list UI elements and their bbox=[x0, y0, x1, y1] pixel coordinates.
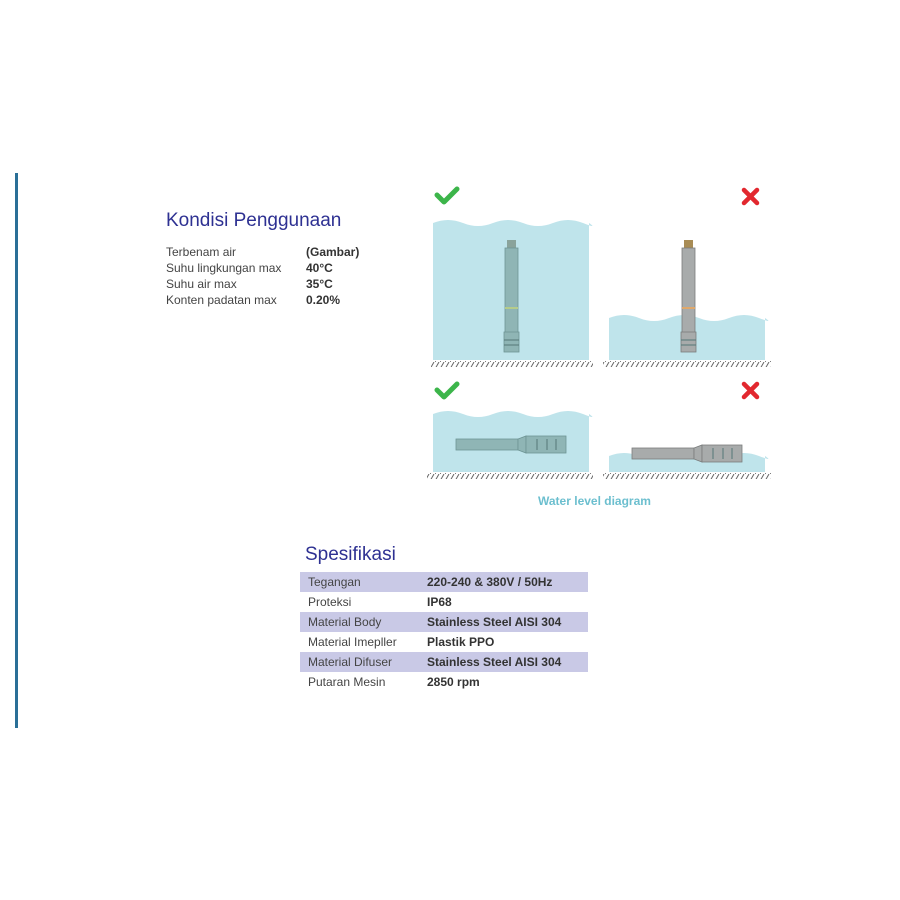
spesifikasi-table bbox=[300, 572, 588, 692]
panel-horizontal-partial bbox=[603, 384, 771, 479]
spec-row bbox=[300, 572, 588, 592]
panel-vertical-partial bbox=[603, 190, 771, 367]
check-icon bbox=[437, 384, 457, 397]
spec-row bbox=[300, 652, 588, 672]
accent-bar bbox=[15, 173, 18, 728]
spec-value: Stainless Steel AISI 304 bbox=[427, 655, 562, 669]
spec-value: 220-240 & 380V / 50Hz bbox=[427, 575, 553, 589]
kondisi-row bbox=[166, 260, 359, 276]
kondisi-label: Suhu air max bbox=[166, 277, 237, 291]
kondisi-row bbox=[166, 276, 359, 292]
pump-vertical-icon bbox=[504, 240, 519, 352]
spec-label: Material Difuser bbox=[308, 655, 393, 669]
kondisi-label: Suhu lingkungan max bbox=[166, 261, 282, 275]
spec-value: 2850 rpm bbox=[427, 675, 480, 689]
spec-label: Putaran Mesin bbox=[308, 675, 386, 689]
kondisi-title: Kondisi Penggunaan bbox=[166, 210, 342, 231]
kondisi-value: 40°C bbox=[306, 261, 333, 275]
spec-row bbox=[300, 612, 588, 632]
panel-horizontal-submerged bbox=[427, 384, 593, 479]
spec-row bbox=[300, 632, 588, 652]
spesifikasi-title: Spesifikasi bbox=[305, 544, 396, 565]
water-level-diagram bbox=[425, 180, 775, 490]
panel-vertical-submerged bbox=[431, 189, 593, 367]
kondisi-label: Terbenam air bbox=[166, 245, 237, 259]
pump-vertical-icon bbox=[681, 240, 696, 352]
spec-row bbox=[300, 672, 588, 692]
cross-icon bbox=[744, 384, 757, 397]
spec-row bbox=[300, 592, 588, 612]
check-icon bbox=[437, 189, 457, 202]
kondisi-table bbox=[166, 244, 359, 308]
spec-label: Tegangan bbox=[308, 575, 361, 589]
spec-value: Stainless Steel AISI 304 bbox=[427, 615, 562, 629]
spec-label: Material Body bbox=[308, 615, 382, 629]
spec-value: Plastik PPO bbox=[427, 635, 495, 649]
spec-label: Proteksi bbox=[308, 595, 352, 609]
spec-value: IP68 bbox=[427, 595, 452, 609]
spec-label: Material Imepller bbox=[308, 635, 397, 649]
kondisi-value: 35°C bbox=[306, 277, 333, 291]
diagram-caption: Water level diagram bbox=[538, 494, 651, 508]
kondisi-row bbox=[166, 244, 359, 260]
kondisi-label: Konten padatan max bbox=[166, 293, 277, 307]
kondisi-value: (Gambar) bbox=[306, 245, 360, 259]
kondisi-value: 0.20% bbox=[306, 293, 341, 307]
cross-icon bbox=[744, 190, 757, 203]
kondisi-row bbox=[166, 292, 359, 308]
